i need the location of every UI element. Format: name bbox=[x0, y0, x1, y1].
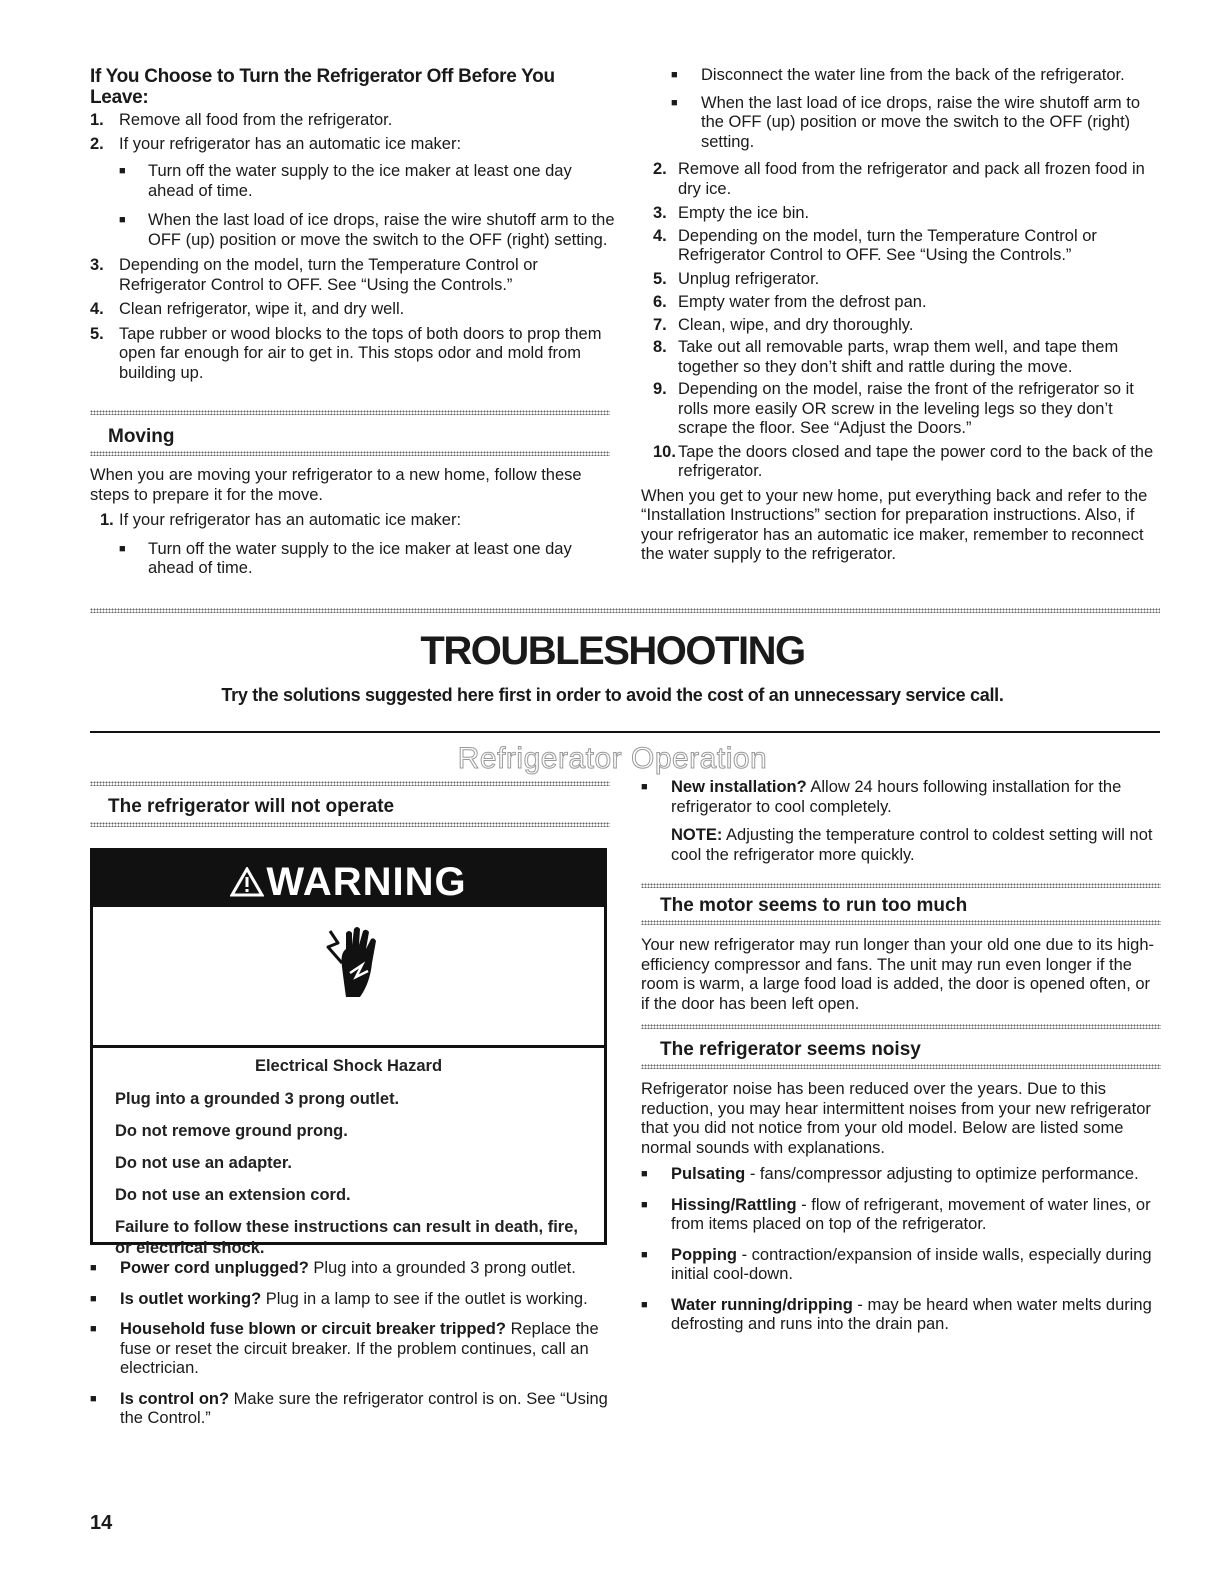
question-text: Household fuse blown or circuit breaker tripped? bbox=[120, 1320, 506, 1338]
bullet-icon: ■ bbox=[641, 1168, 648, 1180]
answer-text: Replace the fuse or reset the circuit breaker. If the problem continues, call an electrician. bbox=[120, 1320, 599, 1377]
step-number: 1. bbox=[100, 511, 114, 529]
moving-left-text bbox=[90, 466, 615, 579]
list-item bbox=[90, 325, 615, 384]
list-item bbox=[90, 300, 615, 320]
list-item bbox=[641, 380, 1161, 439]
sound-explanation: - may be heard when water melts during defrosting and runs into the drain pan. bbox=[671, 1295, 1152, 1333]
list-item bbox=[641, 1196, 1161, 1235]
warning-line: Do not remove ground prong. bbox=[115, 1122, 348, 1140]
bullet-text: When the last load of ice drops, raise the wire shutoff arm to the OFF (up) position or move the switch to the OFF (right) setting. bbox=[701, 93, 1140, 151]
moving-closing: When you get to your new home, put everything back and refer to the “Installation Instructions” section for preparation instructions. Also, if your refrigerator has an automatic ice maker, remember to reconnect the water supply to the refrigerator. bbox=[641, 486, 1148, 563]
list-item bbox=[641, 778, 1161, 817]
bullet-icon: ■ bbox=[90, 1292, 97, 1305]
sound-explanation: - fans/compressor adjusting to optimize performance. bbox=[745, 1165, 1139, 1183]
bullet-icon: ■ bbox=[119, 214, 126, 226]
bullet-icon: ■ bbox=[641, 1298, 648, 1311]
bullet-icon: ■ bbox=[119, 542, 126, 555]
bullet-icon: ■ bbox=[641, 1248, 648, 1261]
off-before-leave-section bbox=[90, 66, 615, 383]
bullet-text: When the last load of ice drops, raise the wire shutoff arm to the OFF (up) position or move the switch to the OFF (right) setting. bbox=[148, 211, 615, 249]
step-number: 6. bbox=[653, 293, 667, 311]
warning-triangle-icon bbox=[230, 867, 264, 897]
noisy-text: Refrigerator noise has been reduced over the years. Due to this reduction, you may hear intermittent noises from your new refrigerator that you did not notice from your old model. Below are listed some normal sounds with explanations. bbox=[641, 1080, 1151, 1157]
bullet-text: Disconnect the water line from the back of the refrigerator. bbox=[701, 66, 1125, 84]
step-number: 2. bbox=[653, 160, 667, 178]
off-before-leave-heading: If You Choose to Turn the Refrigerator Off Before You Leave: bbox=[90, 66, 555, 108]
moving-intro: When you are moving your refrigerator to a new home, follow these steps to prepare it for the move. bbox=[90, 466, 582, 504]
list-item bbox=[641, 1296, 1161, 1335]
note bbox=[641, 826, 1161, 865]
sound-name: Pulsating bbox=[671, 1165, 746, 1183]
bullet-icon: ■ bbox=[641, 781, 648, 793]
step-number: 7. bbox=[653, 315, 667, 334]
answer-text: Plug into a grounded 3 prong outlet. bbox=[308, 1259, 576, 1277]
shock-hazard-area bbox=[93, 907, 604, 1048]
question-text: Power cord unplugged? bbox=[120, 1259, 309, 1277]
bullet-text: Turn off the water supply to the ice maker at least one day ahead of time. bbox=[148, 539, 572, 577]
step-number: 5. bbox=[653, 269, 667, 288]
step-number: 4. bbox=[90, 300, 104, 318]
step-number: 1. bbox=[90, 111, 104, 129]
motor-text: Your new refrigerator may run longer than your old one due to its high-efficiency compressor and fans. The unit may run even longer if the room is warm, a large food load is added, the door is opened often, or if the door has been left open. bbox=[641, 936, 1155, 1013]
list-item bbox=[641, 204, 1161, 224]
warning-line: Plug into a grounded 3 prong outlet. bbox=[115, 1090, 400, 1108]
divider bbox=[641, 920, 1161, 925]
list-item bbox=[90, 162, 615, 201]
bullet-icon: ■ bbox=[119, 165, 126, 177]
list-item bbox=[641, 316, 1161, 336]
sound-name: Popping bbox=[671, 1245, 737, 1264]
step-number: 9. bbox=[653, 380, 667, 398]
list-item bbox=[641, 443, 1161, 482]
list-item bbox=[90, 1320, 615, 1379]
note-text: Adjusting the temperature control to coldest setting will not cool the refrigerator more quickly. bbox=[671, 826, 1153, 864]
step-text: Empty the ice bin. bbox=[678, 204, 810, 222]
step-number: 3. bbox=[90, 256, 104, 274]
not-operate-heading: The refrigerator will not operate bbox=[108, 796, 395, 817]
sound-explanation: - flow of refrigerant, movement of water lines, or from items placed on top of the refrigerator. bbox=[671, 1195, 1151, 1233]
bullet-text: Turn off the water supply to the ice maker at least one day ahead of time. bbox=[148, 162, 572, 200]
divider bbox=[90, 451, 610, 456]
step-number: 5. bbox=[90, 324, 104, 343]
list-item bbox=[641, 227, 1161, 266]
list-item bbox=[641, 1165, 1161, 1185]
bullet-icon: ■ bbox=[671, 69, 678, 81]
divider bbox=[90, 410, 610, 415]
divider bbox=[90, 822, 610, 827]
page-subtitle: Try the solutions suggested here first in order to avoid the cost of an unnecessary service call. bbox=[221, 685, 1004, 705]
step-text: If your refrigerator has an automatic ice maker: bbox=[119, 134, 462, 153]
list-item bbox=[90, 1290, 615, 1310]
noisy-heading: The refrigerator seems noisy bbox=[660, 1039, 921, 1060]
warning-box bbox=[90, 848, 607, 1257]
new-installation-block bbox=[641, 778, 1161, 865]
step-text: Clean, wipe, and dry thoroughly. bbox=[678, 315, 914, 334]
warning-line: Do not use an extension cord. bbox=[115, 1186, 351, 1204]
page-title: TROUBLESHOOTING bbox=[420, 629, 805, 673]
note-label: NOTE: bbox=[671, 826, 723, 844]
bullet-icon: ■ bbox=[90, 1323, 97, 1335]
step-text: Remove all food from the refrigerator and pack all frozen food in dry ice. bbox=[678, 160, 1145, 198]
answer-text: Allow 24 hours following installation for the refrigerator to cool completely. bbox=[671, 778, 1122, 816]
question-text: Is outlet working? bbox=[120, 1289, 262, 1308]
list-item bbox=[90, 211, 615, 250]
bullet-icon: ■ bbox=[90, 1262, 97, 1274]
list-item bbox=[90, 111, 615, 131]
step-text: Tape the doors closed and tape the power cord to the back of the refrigerator. bbox=[678, 442, 1154, 480]
list-item bbox=[641, 270, 1161, 290]
list-item bbox=[90, 511, 615, 531]
divider bbox=[90, 781, 610, 786]
step-number: 3. bbox=[653, 204, 667, 222]
divider bbox=[641, 883, 1161, 888]
step-text: Unplug refrigerator. bbox=[678, 269, 820, 288]
list-item bbox=[90, 135, 615, 155]
list-item bbox=[641, 1246, 1161, 1285]
sound-name: Hissing/Rattling bbox=[671, 1195, 797, 1214]
step-text: Take out all removable parts, wrap them well, and tape them together so they don’t shift and rattle during the move. bbox=[678, 338, 1119, 376]
moving-heading: Moving bbox=[108, 426, 175, 447]
divider bbox=[90, 608, 1160, 613]
list-item bbox=[641, 338, 1161, 377]
bullet-icon: ■ bbox=[641, 1198, 648, 1211]
step-number: 4. bbox=[653, 226, 667, 245]
section-heading: Refrigerator Operation bbox=[457, 742, 768, 775]
sound-name: Water running/dripping bbox=[671, 1295, 853, 1314]
warning-label: WARNING bbox=[266, 860, 467, 904]
answer-text: Make sure the refrigerator control is on. See “Using the Control.” bbox=[120, 1389, 608, 1427]
sound-explanation: - contraction/expansion of inside walls, especially during initial cool-down. bbox=[671, 1245, 1152, 1283]
step-text: Remove all food from the refrigerator. bbox=[119, 111, 393, 129]
list-item bbox=[90, 1390, 615, 1429]
section-rule bbox=[90, 731, 1160, 733]
bullet-icon: ■ bbox=[671, 96, 678, 109]
question-text: Is control on? bbox=[120, 1389, 230, 1408]
page-number: 14 bbox=[90, 1512, 113, 1534]
bullet-icon: ■ bbox=[90, 1392, 97, 1405]
hazard-title: Electrical Shock Hazard bbox=[254, 1057, 443, 1075]
noisy-block bbox=[641, 1080, 1161, 1335]
step-text: Empty water from the defrost pan. bbox=[678, 293, 927, 311]
step-text: Clean refrigerator, wipe it, and dry well. bbox=[119, 300, 405, 318]
step-text: Depending on the model, raise the front of the refrigerator so it rolls more easily OR screw in the leveling legs so they don’t scrape the floor. See “Adjust the Doors.” bbox=[678, 380, 1134, 437]
motor-heading: The motor seems to run too much bbox=[660, 895, 968, 916]
step-text: Depending on the model, turn the Temperature Control or Refrigerator Control to OFF. See “Using the Controls.” bbox=[119, 256, 538, 294]
list-item bbox=[90, 540, 615, 579]
not-operate-list bbox=[90, 1259, 615, 1429]
divider bbox=[641, 1064, 1161, 1069]
warning-line: Do not use an adapter. bbox=[115, 1154, 292, 1172]
step-number: 8. bbox=[653, 338, 667, 356]
answer-text: Plug in a lamp to see if the outlet is working. bbox=[261, 1289, 588, 1308]
electrical-shock-icon bbox=[316, 923, 386, 1003]
warning-line: Failure to follow these instructions can result in death, fire, or electrical shock. bbox=[115, 1218, 578, 1257]
step-number: 10. bbox=[653, 442, 676, 461]
moving-right-column bbox=[641, 66, 1161, 565]
step-text: If your refrigerator has an automatic ice maker: bbox=[119, 511, 462, 529]
list-item bbox=[90, 256, 615, 295]
divider bbox=[641, 1024, 1161, 1029]
list-item bbox=[641, 66, 1161, 86]
warning-banner bbox=[93, 851, 604, 907]
question-text: New installation? bbox=[671, 778, 807, 796]
list-item bbox=[90, 1259, 615, 1279]
step-text: Depending on the model, turn the Temperature Control or Refrigerator Control to OFF. See “Using the Controls.” bbox=[678, 226, 1097, 264]
list-item bbox=[641, 94, 1161, 153]
step-text: Tape rubber or wood blocks to the tops of both doors to prop them open far enough for air to get in. This stops odor and mold from building up. bbox=[119, 324, 602, 382]
step-number: 2. bbox=[90, 134, 104, 153]
list-item bbox=[641, 293, 1161, 313]
list-item bbox=[641, 160, 1161, 199]
